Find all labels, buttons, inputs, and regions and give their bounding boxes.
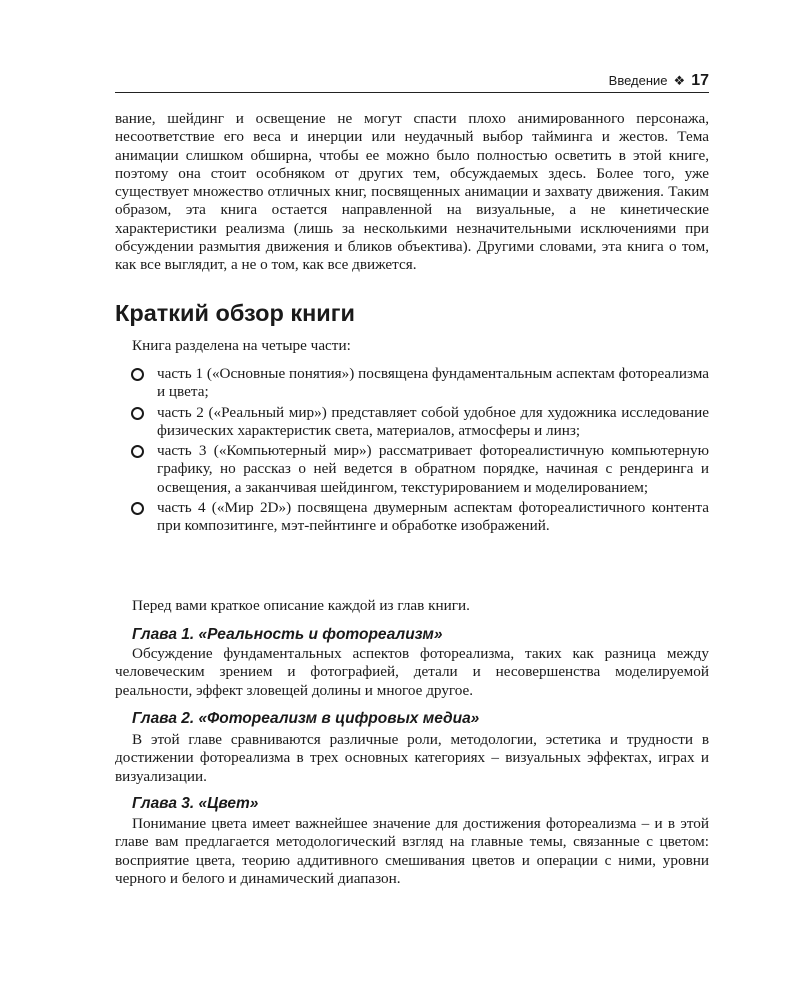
running-head-section: Введение <box>608 73 668 88</box>
list-item <box>131 499 709 536</box>
parts-list <box>131 365 709 538</box>
list-item-text: часть 1 («Основные понятия») посвящена фундаментальным аспектам фотореализма и цвета; <box>157 365 709 401</box>
chapter-1-title: Глава 1. «Реальность и фотореализм» <box>132 626 443 643</box>
chapter-3-title: Глава 3. «Цвет» <box>132 795 259 812</box>
chapter-1-text: Обсуждение фундаментальных аспектов фотореализма, таких как разница между человеческим зрением и фотографией, детали и несовершенства моделируемой реальности, эффект зловещей долины и многое другое. <box>115 645 709 699</box>
bullet-circle-icon <box>131 407 144 420</box>
intro-paragraph: вание, шейдинг и освещение не могут спасти плохо анимированного персонажа, несоответствие его веса и инерции или неудачный выбор тайминга и жестов. Тема анимации слишком обширна, чтобы ее можно было полностью осветить в этой книге, поэтому она стоит особняком от других тем, обсуждаемых здесь. Более того, уже существует множество отличных книг, посвященных анимации и захвату движения. Таким образом, эта книга остается направленной на визуальные, а не кинетические характеристики реализма (лишь за несколькими незначительными исключениями при обсуждении размытия движения и бликов объектива). Другими словами, эта книга о том, как все выглядит, а не о том, как все движется. <box>115 110 709 274</box>
brief-intro: Перед вами краткое описание каждой из глав книги. <box>132 597 470 614</box>
list-item-text: часть 3 («Компьютерный мир») рассматривает фотореалистичную компьютерную графику, но рассказ о ней ведется в обратном порядке, начиная с рендеринга и освещения, а заканчивая шейдингом, текстурированием и моделированием; <box>157 442 709 496</box>
page-number: 17 <box>691 72 709 89</box>
lead-paragraph: Книга разделена на четыре части: <box>132 337 351 354</box>
running-head-right <box>609 72 709 90</box>
bullet-circle-icon <box>131 502 144 515</box>
list-item-text: часть 2 («Реальный мир») представляет собой удобное для художника исследование физических характеристик света, материалов, атмосферы и линз; <box>157 403 709 439</box>
ornament-icon: ❖ <box>673 73 686 88</box>
chapter-2-text: В этой главе сравниваются различные роли, методологии, эстетика и трудности в достижении фотореализма в трех основных категориях – визуальных эффектах, играх и визуализации. <box>115 731 709 785</box>
bullet-circle-icon <box>131 445 144 458</box>
chapter-3-text: Понимание цвета имеет важнейшее значение для достижения фотореализма – и в этой главе вам предлагается методологический взгляд на главные темы, связанные с цветом: восприятие цвета, теорию аддитивного смешивания цветов и операции с ними, уровни черного и белого и динамический диапазон. <box>115 815 709 887</box>
list-item <box>131 442 709 497</box>
running-head <box>115 64 709 93</box>
list-item-text: часть 4 («Мир 2D») посвящена двумерным аспектам фотореалистичного контента при композитинге, мэт-пейнтинге и обработке изображений. <box>157 499 709 535</box>
chapter-2-title: Глава 2. «Фотореализм в цифровых медиа» <box>132 710 480 727</box>
bullet-circle-icon <box>131 368 144 381</box>
section-heading: Краткий обзор книги <box>115 300 355 326</box>
list-item <box>131 365 709 402</box>
list-item <box>131 404 709 441</box>
